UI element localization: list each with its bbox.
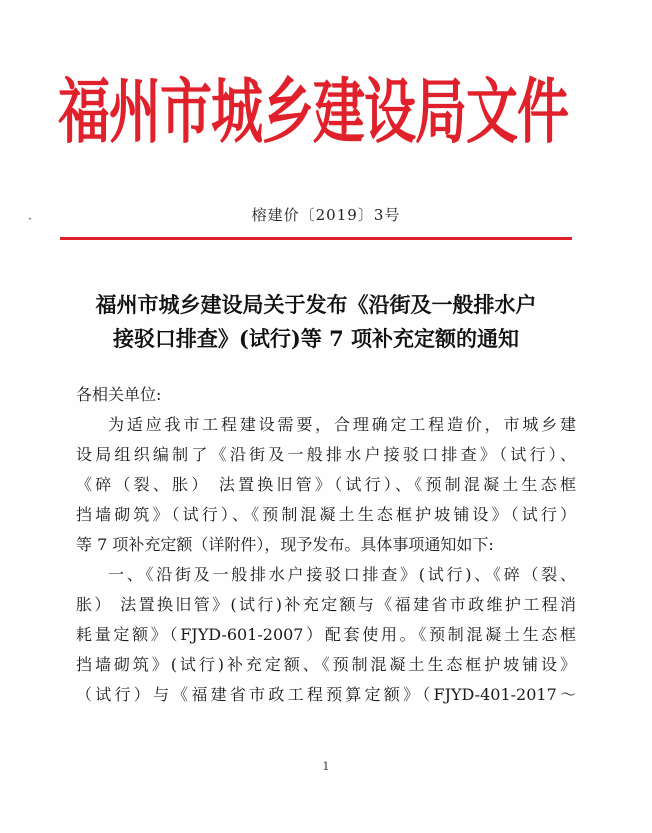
notice-title-line-2: 接驳口排查》(试行)等 7 项补充定额的通知 (112, 326, 520, 351)
body-line: （试行）与《福建省市政工程预算定额》（FJYD-401-2017～ (76, 685, 576, 704)
body-line: 一、《沿街及一般排水户接驳口排查》(试行)、《碎（裂、 (108, 565, 576, 584)
body-text (76, 380, 576, 710)
document-number: 榕建价〔2019〕3号 (251, 206, 401, 224)
body-line: 耗量定额》（FJYD-601-2007）配套使用。《预制混凝土生态框 (76, 625, 576, 644)
body-line: 挡墙砌筑》（试行）、《预制混凝土生态框护坡铺设》（试行） (76, 505, 576, 524)
page-number: 1 (322, 760, 330, 773)
letterhead-title: 福州市城乡建设局文件 (58, 71, 569, 154)
red-divider-rule (60, 237, 572, 240)
body-line: 等 7 项补充定额（详附件），现予发布。具体事项通知如下: (76, 535, 494, 554)
stray-mark: · (28, 212, 32, 226)
body-line: 为适应我市工程建设需要，合理确定工程造价，市城乡建 (108, 415, 576, 434)
body-line: 挡墙砌筑》(试行)补充定额、《预制混凝土生态框护坡铺设》 (76, 655, 576, 674)
body-line: 胀） 法置换旧管》(试行)补充定额与《福建省市政维护工程消 (76, 595, 576, 614)
salutation: 各相关单位: (76, 385, 162, 404)
notice-title (60, 288, 572, 356)
notice-title-line-1: 福州市城乡建设局关于发布《沿街及一般排水户 (95, 292, 537, 317)
body-line: 设局组织编制了《沿街及一般排水户接驳口排查》（试行）、 (76, 445, 576, 464)
body-line: 《碎（裂、胀） 法置换旧管》（试行）、《预制混凝土生态框 (76, 475, 576, 494)
